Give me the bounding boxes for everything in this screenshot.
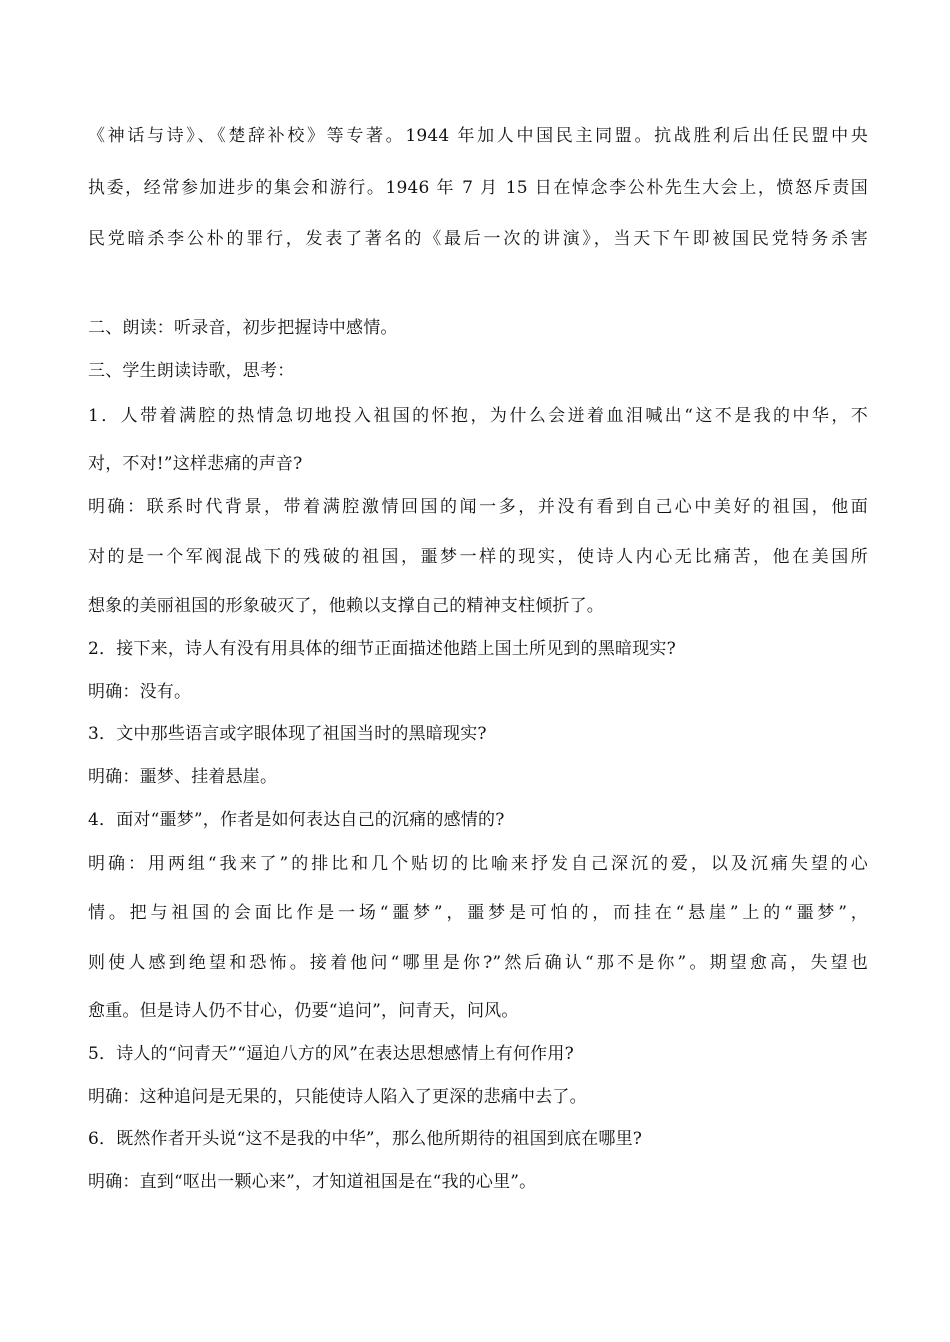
answer-1-line-2: 对的是一个军阀混战下的残破的祖国，噩梦一样的现实，使诗人内心无比痛苦，他在美国所 <box>88 547 868 567</box>
question-3: 3．文中那些语言或字眼体现了祖国当时的黑暗现实? <box>88 724 487 744</box>
section-heading-2: 二、朗读：听录音，初步把握诗中感情。 <box>88 318 398 338</box>
intro-line-2: 执委，经常参加进步的集会和游行。1946 年 7 月 15 日在悼念李公朴先生大会上，愤怒斥责国 <box>88 178 868 198</box>
question-4: 4．面对“噩梦”，作者是如何表达自己的沉痛的感情的? <box>88 810 505 830</box>
answer-2: 明确：没有。 <box>88 682 192 702</box>
question-1-line-2: 对，不对!”这样悲痛的声音? <box>88 454 303 474</box>
answer-4-line-1: 明确：用两组“我来了”的排比和几个贴切的比喻来抒发自己深沉的爱，以及沉痛失望的心 <box>88 854 868 874</box>
answer-4-line-3: 则使人感到绝望和恐怖。接着他问“哪里是你?”然后确认“那不是你”。期望愈高，失望也 <box>88 953 868 973</box>
section-heading-3: 三、学生朗读诗歌，思考： <box>88 361 295 381</box>
answer-1-line-1: 明确：联系时代背景，带着满腔激情回国的闻一多，并没有看到自己心中美好的祖国，他面 <box>88 497 868 517</box>
intro-line-1: 《神话与诗》、《楚辞补校》等专著。1944 年加人中国民主同盟。抗战胜利后出任民盟中央 <box>88 126 868 146</box>
intro-line-3: 民党暗杀李公朴的罪行，发表了著名的《最后一次的讲演》，当天下午即被国民党特务杀害 <box>88 229 868 249</box>
answer-3: 明确：噩梦、挂着悬崖。 <box>88 767 278 787</box>
answer-4-line-4: 愈重。但是诗人仍不甘心，仍要“追问”，问青天，问风。 <box>88 1001 519 1021</box>
question-5: 5．诗人的“问青天”“逼迫八方的风”在表达思想感情上有何作用? <box>88 1044 574 1064</box>
question-6: 6．既然作者开头说“这不是我的中华”，那么他所期待的祖国到底在哪里? <box>88 1129 643 1149</box>
answer-6: 明确：直到“呕出一颗心来”，才知道祖国是在“我的心里”。 <box>88 1172 537 1192</box>
question-2: 2．接下来，诗人有没有用具体的细节正面描述他踏上国土所见到的黑暗现实? <box>88 639 676 659</box>
answer-5: 明确：这种追问是无果的，只能使诗人陷入了更深的悲痛中去了。 <box>88 1087 587 1107</box>
answer-1-line-3: 想象的美丽祖国的形象破灭了，他赖以支撑自己的精神支柱倾折了。 <box>88 596 604 616</box>
question-1-line-1: 1．人带着满腔的热情急切地投入祖国的怀抱，为什么会迸着血泪喊出“这不是我的中华，不 <box>88 406 868 426</box>
answer-4-line-2: 情。把与祖国的会面比作是一场“噩梦”，噩梦是可怕的，而挂在“悬崖”上的“噩梦”， <box>88 903 868 923</box>
